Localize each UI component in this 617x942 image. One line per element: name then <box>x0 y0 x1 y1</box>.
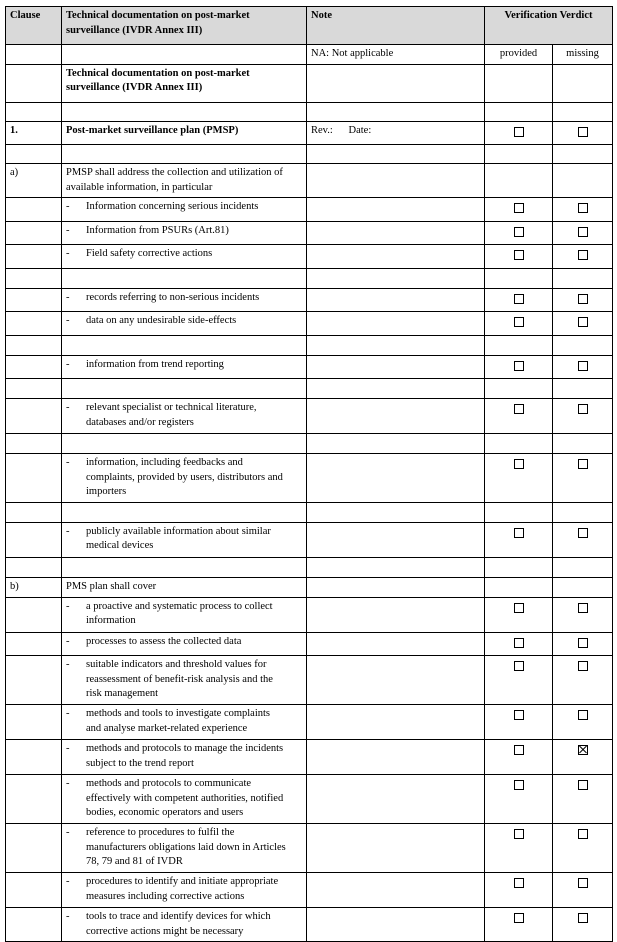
provided-checkbox[interactable] <box>514 829 524 839</box>
missing-checkbox[interactable] <box>578 878 588 888</box>
provided-checkbox[interactable] <box>514 913 524 923</box>
missing-checkbox[interactable] <box>578 780 588 790</box>
rev-date-note: Rev.: Date: <box>307 121 485 145</box>
provided-checkbox[interactable] <box>514 780 524 790</box>
missing-checkbox[interactable] <box>578 250 588 260</box>
missing-header: missing <box>553 45 613 65</box>
list-item: - methods and protocols to manage the incidents subject to the trend report <box>62 740 307 775</box>
provided-checkbox[interactable] <box>514 294 524 304</box>
header-note: Note <box>307 7 485 45</box>
section1-title: Post-market surveillance plan (PMSP) <box>62 121 307 145</box>
missing-checkbox[interactable] <box>578 227 588 237</box>
missing-checkbox[interactable] <box>578 638 588 648</box>
header-clause: Clause <box>6 7 62 45</box>
missing-checkbox[interactable] <box>578 710 588 720</box>
provided-checkbox[interactable] <box>514 710 524 720</box>
missing-checkbox[interactable] <box>578 603 588 613</box>
list-item: - data on any undesirable side-effects <box>62 312 307 336</box>
list-item: - information from trend reporting <box>62 355 307 379</box>
list-item: - Information from PSURs (Art.81) <box>62 221 307 245</box>
missing-checkbox[interactable] <box>578 294 588 304</box>
provided-checkbox[interactable] <box>514 661 524 671</box>
list-item: - publicly available information about similar medical devices <box>62 522 307 557</box>
provided-checkbox[interactable] <box>514 404 524 414</box>
header-title: Technical documentation on post-market surveillance (IVDR Annex III) <box>62 7 307 45</box>
provided-header: provided <box>485 45 553 65</box>
provided-checkbox[interactable] <box>514 745 524 755</box>
section-title: Technical documentation on post-market surveillance (IVDR Annex III) <box>62 64 307 102</box>
list-item: - processes to assess the collected data <box>62 632 307 656</box>
provided-checkbox[interactable] <box>514 317 524 327</box>
provided-checkbox[interactable] <box>514 603 524 613</box>
list-item: - a proactive and systematic process to collect information <box>62 597 307 632</box>
part-b-text: PMS plan shall cover <box>62 577 307 597</box>
missing-checkbox[interactable] <box>578 661 588 671</box>
missing-checkbox[interactable] <box>578 829 588 839</box>
part-a-clause: a) <box>6 164 62 198</box>
list-item: - methods and protocols to communicate effectively with competent authorities, notified bodies, economic operators and users <box>62 775 307 824</box>
missing-checkbox[interactable] <box>578 459 588 469</box>
section1-clause: 1. <box>6 121 62 145</box>
provided-checkbox[interactable] <box>514 878 524 888</box>
part-b-clause: b) <box>6 577 62 597</box>
missing-checkbox[interactable] <box>578 203 588 213</box>
missing-checkbox[interactable] <box>578 404 588 414</box>
missing-checkbox[interactable] <box>578 913 588 923</box>
provided-checkbox[interactable] <box>514 127 524 137</box>
provided-checkbox[interactable] <box>514 459 524 469</box>
na-note: NA: Not applicable <box>307 45 485 65</box>
missing-checkbox-checked[interactable] <box>578 745 588 755</box>
list-item: - tools to trace and identify devices for which corrective actions might be necessary <box>62 908 307 942</box>
missing-checkbox[interactable] <box>578 127 588 137</box>
header-verdict: Verification Verdict <box>485 7 613 45</box>
provided-checkbox[interactable] <box>514 203 524 213</box>
provided-checkbox[interactable] <box>514 528 524 538</box>
list-item: - records referring to non-serious incidents <box>62 288 307 312</box>
list-item: - reference to procedures to fulfil the manufacturers obligations laid down in Articles 78, 79 and 81 of IVDR <box>62 824 307 873</box>
provided-checkbox[interactable] <box>514 227 524 237</box>
list-item: - relevant specialist or technical literature, databases and/or registers <box>62 399 307 434</box>
provided-checkbox[interactable] <box>514 250 524 260</box>
missing-checkbox[interactable] <box>578 528 588 538</box>
list-item: - Information concerning serious incidents <box>62 198 307 222</box>
list-item: - procedures to identify and initiate appropriate measures including corrective actions <box>62 873 307 908</box>
list-item: - suitable indicators and threshold values for reassessment of benefit-risk analysis and the risk management <box>62 656 307 705</box>
list-item: - information, including feedbacks and complaints, provided by users, distributors and importers <box>62 454 307 503</box>
provided-checkbox[interactable] <box>514 361 524 371</box>
missing-checkbox[interactable] <box>578 361 588 371</box>
verification-table <box>5 6 613 942</box>
list-item: - Field safety corrective actions <box>62 245 307 269</box>
part-a-text: PMSP shall address the collection and utilization of available information, in particular <box>62 164 307 198</box>
missing-checkbox[interactable] <box>578 317 588 327</box>
provided-checkbox[interactable] <box>514 638 524 648</box>
list-item: - methods and tools to investigate complaints and analyse market-related experience <box>62 705 307 740</box>
